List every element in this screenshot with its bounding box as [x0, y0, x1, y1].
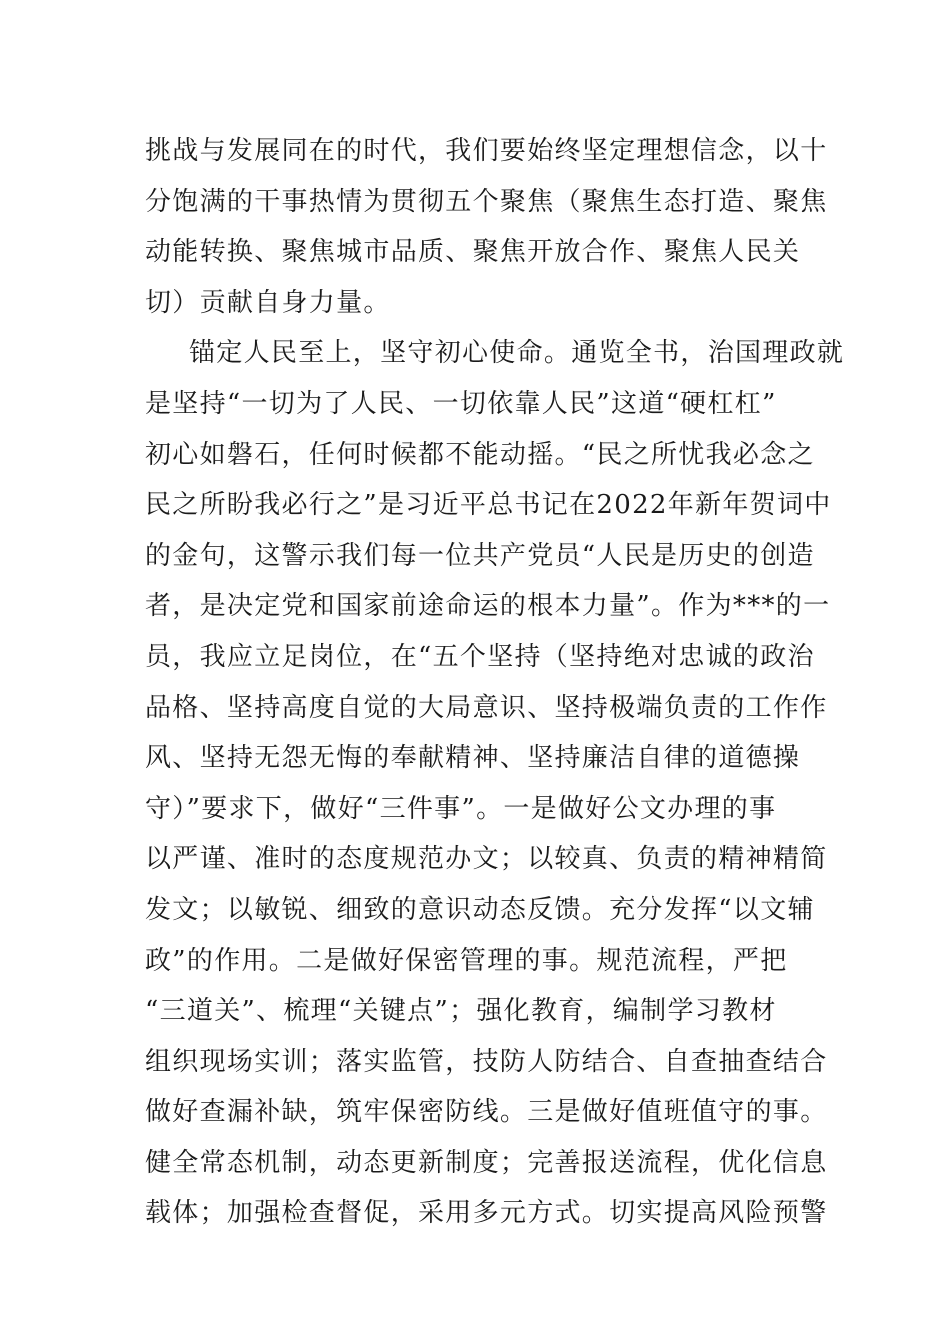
text-line: 风、坚持无怨无悔的奉献精神、坚持廉洁自律的道德操: [145, 743, 801, 774]
text-line: 做好查漏补缺，筑牢保密防线。三是做好值班值守的事。: [145, 1097, 828, 1128]
text-line: 初心如磐石，任何时候都不能动摇。“民之所忧我必念之: [145, 439, 815, 470]
text-line: 组织现场实训；落实监管，技防人防结合、自查抽查结合: [145, 1046, 828, 1077]
text-line: 守）”要求下，做好“三件事”。一是做好公文办理的事: [145, 793, 777, 824]
body-text: [145, 126, 845, 1239]
text-line: 以严谨、准时的态度规范办文；以较真、负责的精神精简: [145, 844, 828, 875]
text-line: 政”的作用。二是做好保密管理的事。规范流程，严把: [145, 945, 788, 976]
text-line: 员，我应立足岗位，在“五个坚持（坚持绝对忠诚的政治: [145, 641, 815, 672]
text-line: 民之所盼我必行之”是习近平总书记在2022年新年贺词中: [145, 490, 832, 521]
text-line: 载体；加强检查督促，采用多元方式。切实提高风险预警: [145, 1198, 828, 1229]
text-line: 是坚持“一切为了人民、一切依靠人民”这道“硬杠杠”: [145, 388, 777, 419]
text-line: 的金句，这警示我们每一位共产党员“人民是历史的创造: [145, 540, 815, 571]
text-line: 品格、坚持高度自觉的大局意识、坚持极端负责的工作作: [145, 692, 828, 723]
text-line: 发文；以敏锐、细致的意识动态反馈。充分发挥“以文辅: [145, 894, 815, 925]
text-line: 分饱满的干事热情为贯彻五个聚焦（聚焦生态打造、聚焦: [145, 186, 828, 217]
text-line: 切）贡献自身力量。: [145, 287, 391, 318]
paragraph-start-line: 锚定人民至上，坚守初心使命。通览全书，治国理政就: [189, 338, 845, 369]
text-line: 健全常态机制，动态更新制度；完善报送流程，优化信息: [145, 1147, 828, 1178]
text-line: 动能转换、聚焦城市品质、聚焦开放合作、聚焦人民关: [145, 237, 801, 268]
text-line: “三道关”、梳理“关键点”；强化教育，编制学习教材: [145, 996, 777, 1027]
text-line: 挑战与发展同在的时代，我们要始终坚定理想信念，以十: [145, 136, 828, 166]
text-line: 者，是决定党和国家前途命运的根本力量”。作为***的一: [145, 591, 831, 622]
